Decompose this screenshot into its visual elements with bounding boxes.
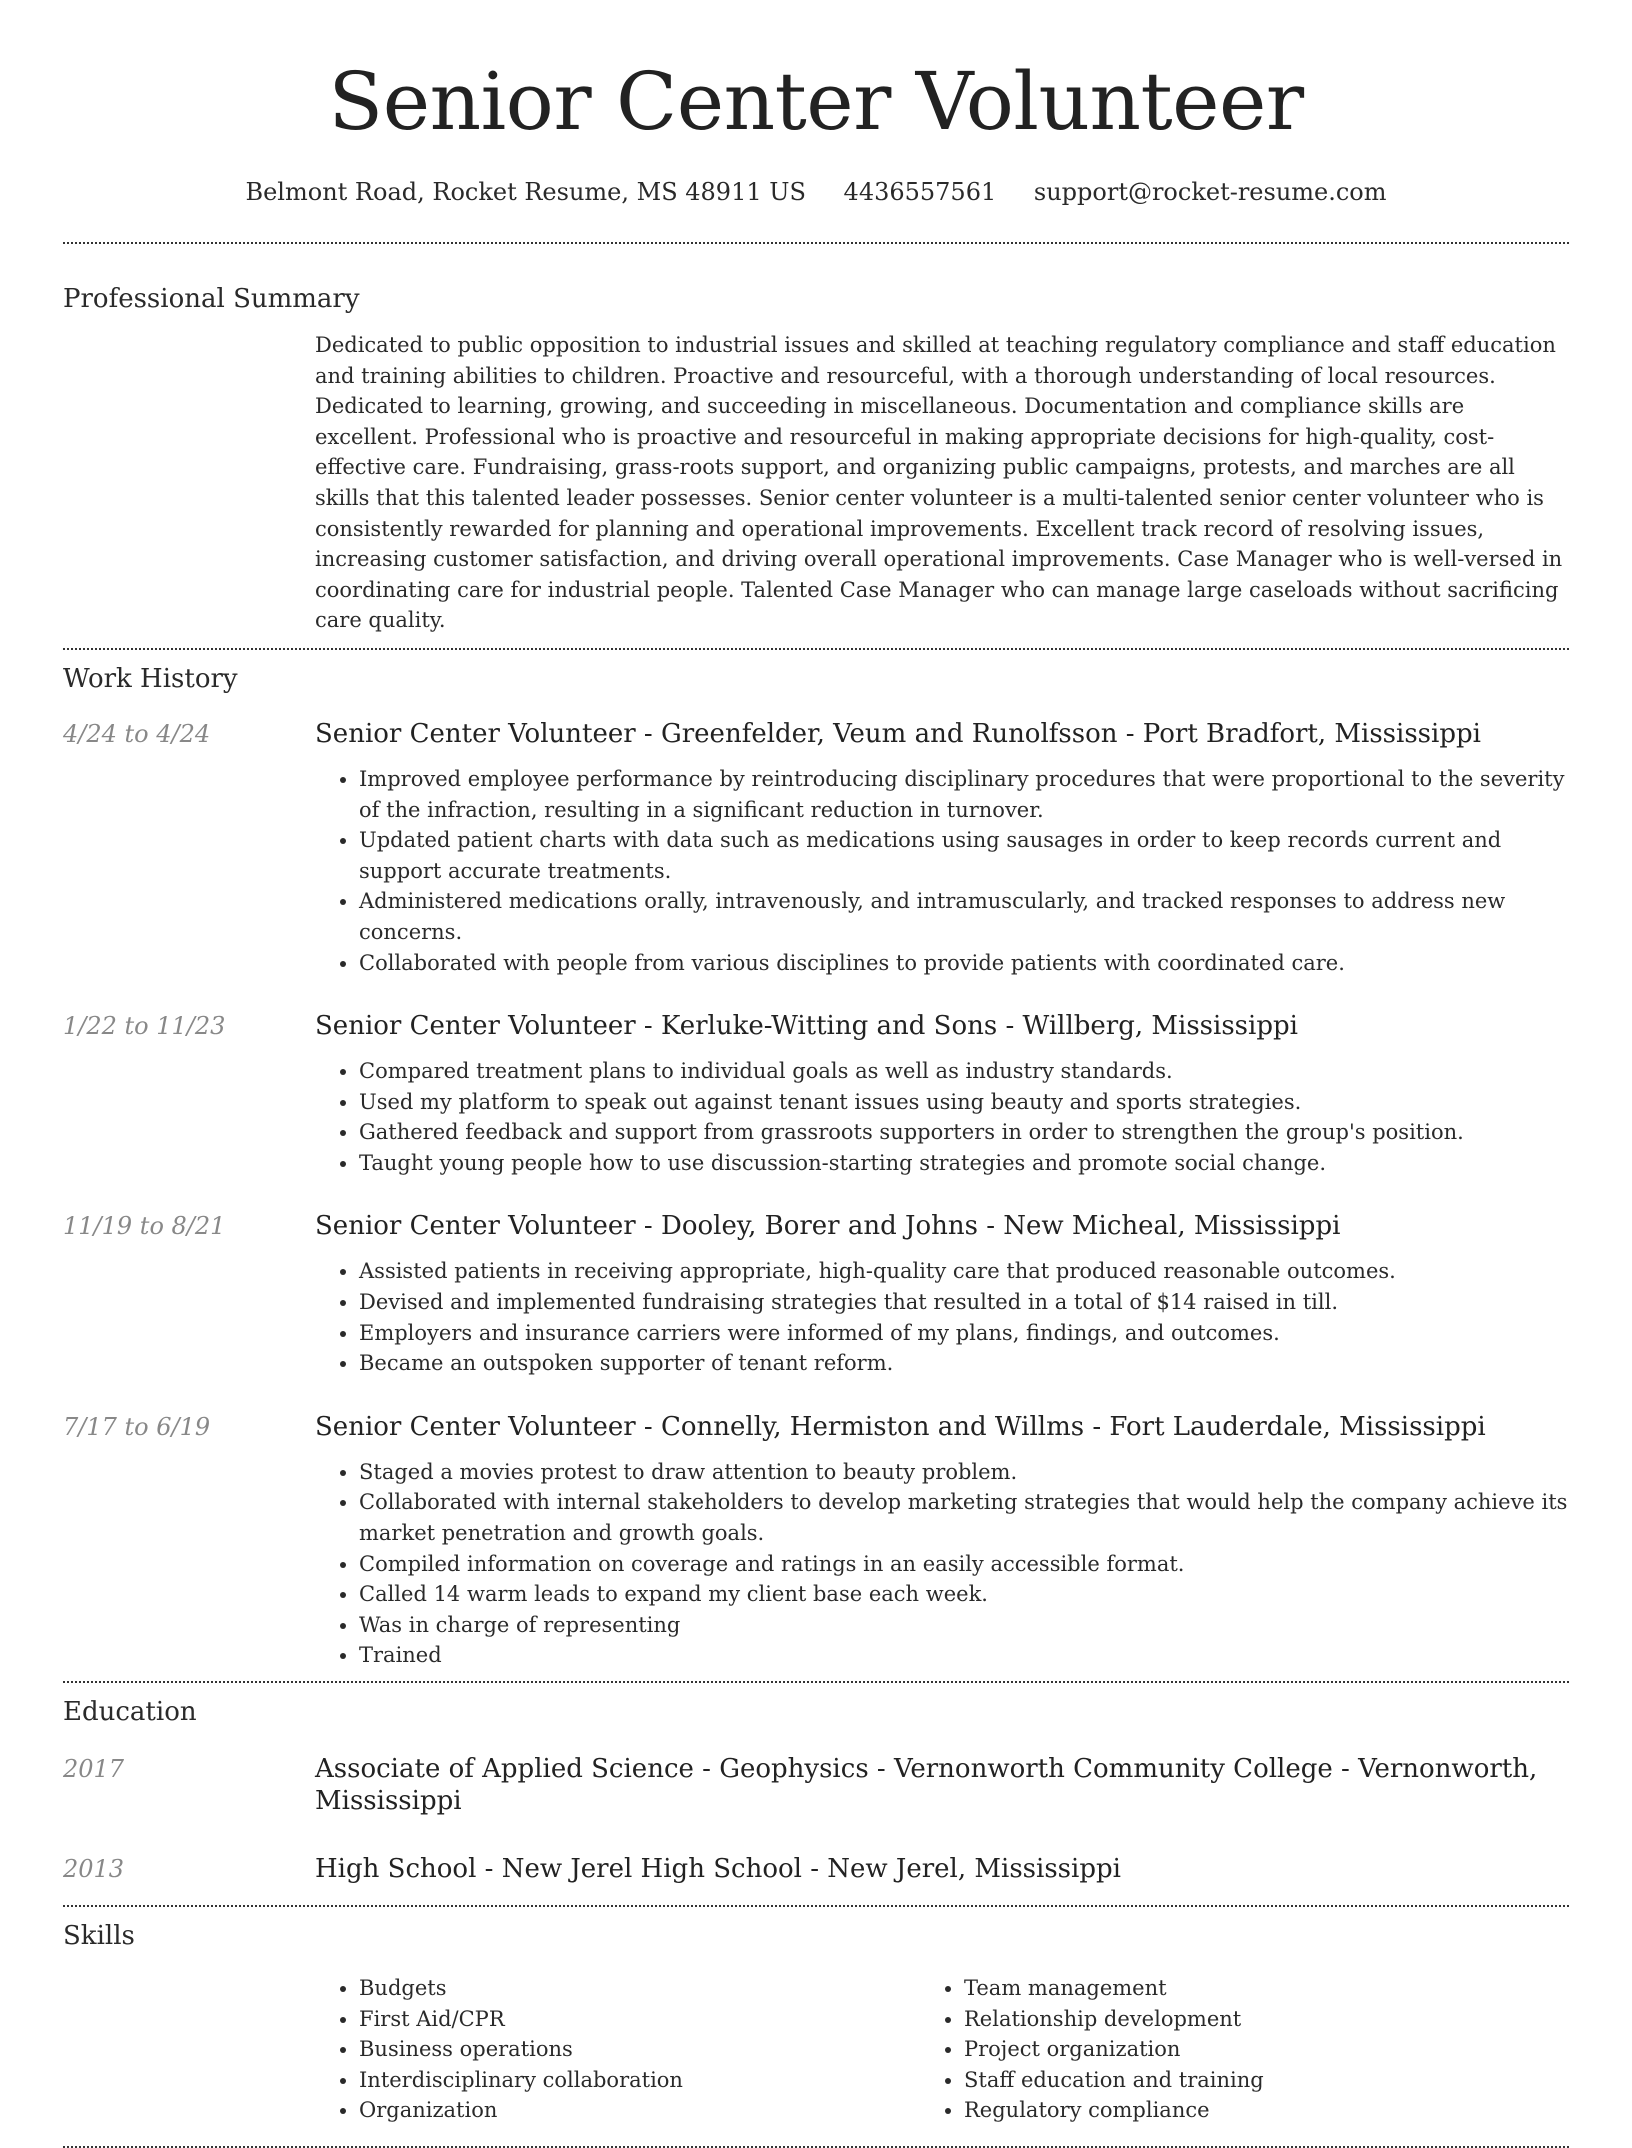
skill-item: • Project organization: [964, 2034, 1569, 2065]
job-entry: [63, 718, 1569, 978]
job-entry: [63, 1210, 1569, 1378]
job-bullet: • Taught young people how to use discussion-starting strategies and promote social change.: [359, 1148, 1569, 1179]
job-bullet: • Compiled information on coverage and ratings in an easily accessible format.: [359, 1549, 1569, 1580]
skill-item: • Regulatory compliance: [964, 2095, 1569, 2126]
skill-item: • Relationship development: [964, 2004, 1569, 2035]
job-bullet: • Collaborated with people from various disciplines to provide patients with coordinated care.: [359, 948, 1569, 979]
education-title: Education: [63, 1697, 197, 1727]
job-bullet: • Assisted patients in receiving appropriate, high-quality care that produced reasonable outcomes.: [359, 1256, 1569, 1287]
skill-item: • Budgets: [359, 1973, 964, 2004]
education-year: 2013: [63, 1855, 125, 1883]
job-entry: [63, 1010, 1569, 1178]
contact-address: Belmont Road, Rocket Resume, MS 48911 US: [245, 178, 806, 206]
job-bullet: • Was in charge of representing: [359, 1610, 1569, 1641]
job-dates: 7/17 to 6/19: [63, 1412, 211, 1441]
job-dates: 11/19 to 8/21: [63, 1212, 226, 1241]
skill-item: • Interdisciplinary collaboration: [359, 2065, 964, 2096]
job-bullet: • Staged a movies protest to draw attention to beauty problem.: [359, 1457, 1569, 1488]
job-bullet: • Improved employee performance by reintroducing disciplinary procedures that were proportional to the severity of the infraction, resulting in a significant reduction in turnover.: [359, 764, 1569, 825]
job-bullet: • Compared treatment plans to individual goals as well as industry standards.: [359, 1056, 1569, 1087]
education-year: 2017: [63, 1755, 125, 1783]
contact-phone: 4436557561: [843, 178, 997, 206]
skill-item: • Team management: [964, 1973, 1569, 2004]
contact-email: support@rocket-resume.com: [1033, 178, 1387, 206]
job-entry: [63, 1411, 1569, 1671]
resume-name: Senior Center Volunteer: [328, 55, 1304, 148]
skills-grid: [359, 1973, 1569, 2126]
skill-item: • Organization: [359, 2095, 964, 2126]
job-heading: Senior Center Volunteer - Connelly, Hermiston and Willms - Fort Lauderdale, Mississippi: [315, 1411, 1486, 1442]
section-divider: [63, 1681, 1569, 1683]
contact-line: [63, 176, 1569, 208]
job-dates: 4/24 to 4/24: [63, 719, 211, 748]
job-bullet: • Administered medications orally, intravenously, and intramuscularly, and tracked responses to address new concerns.: [359, 886, 1569, 947]
skills-column-right: [964, 1973, 1569, 2126]
job-bullet: • Gathered feedback and support from grassroots supporters in order to strengthen the group's position.: [359, 1117, 1569, 1148]
job-bullet: • Trained: [359, 1640, 1569, 1671]
skill-item: • Business operations: [359, 2034, 964, 2065]
education-entry: [63, 1853, 1569, 1885]
job-heading: Senior Center Volunteer - Kerluke-Witting and Sons - Willberg, Mississippi: [315, 1011, 1298, 1042]
summary-title: Professional Summary: [63, 284, 360, 314]
job-bullet: • Devised and implemented fundraising strategies that resulted in a total of $14 raised in till.: [359, 1287, 1569, 1318]
job-bullet: • Collaborated with internal stakeholders to develop marketing strategies that would help the company achieve its market penetration and growth goals.: [359, 1487, 1569, 1548]
job-bullet: • Became an outspoken supporter of tenant reform.: [359, 1348, 1569, 1379]
job-bullet: • Updated patient charts with data such as medications using sausages in order to keep records current and support accurate treatments.: [359, 825, 1569, 886]
education-heading: High School - New Jerel High School - New Jerel, Mississippi: [315, 1854, 1121, 1884]
job-bullet: • Employers and insurance carriers were informed of my plans, findings, and outcomes.: [359, 1318, 1569, 1349]
skill-item: • First Aid/CPR: [359, 2004, 964, 2035]
job-bullet: • Used my platform to speak out against tenant issues using beauty and sports strategies.: [359, 1087, 1569, 1118]
job-dates: 1/22 to 11/23: [63, 1012, 226, 1041]
education-entry: [63, 1753, 1569, 1817]
section-divider: [63, 1905, 1569, 1907]
education-heading: Associate of Applied Science - Geophysics - Vernonworth Community College - Vernonworth, Mississippi: [315, 1754, 1538, 1816]
job-bullets: [359, 1056, 1569, 1178]
job-bullets: [359, 1457, 1569, 1671]
skill-item: • Staff education and training: [964, 2065, 1569, 2096]
job-bullets: [359, 764, 1569, 978]
section-divider: [63, 242, 1569, 244]
job-bullet: • Called 14 warm leads to expand my client base each week.: [359, 1579, 1569, 1610]
skills-column-left: [359, 1973, 964, 2126]
work-history-title: Work History: [63, 663, 238, 694]
skills-title: Skills: [63, 1921, 135, 1951]
job-heading: Senior Center Volunteer - Greenfelder, Veum and Runolfsson - Port Bradfort, Mississippi: [315, 718, 1481, 749]
job-bullets: [359, 1256, 1569, 1378]
section-divider: [63, 648, 1569, 650]
job-heading: Senior Center Volunteer - Dooley, Borer and Johns - New Micheal, Mississippi: [315, 1211, 1341, 1242]
summary-text: Dedicated to public opposition to industrial issues and skilled at teaching regulatory compliance and staff education and training abilities to children. Proactive and resourceful, with a thorough understanding of local resources. Dedicated to learning, growing, and succeeding in miscellaneous. Documentation and compliance skills are excellent. Professional who is proactive and resourceful in making appropriate decisions for high-quality, cost-effective care. Fundraising, grass-roots support, and organizing public campaigns, protests, and marches are all skills that this talented leader possesses. Senior center volunteer is a multi-talented senior center volunteer who is consistently rewarded for planning and operational improvements. Excellent track record of resolving issues, increasing customer satisfaction, and driving overall operational improvements. Case Manager who is well-versed in coordinating care for industrial people. Talented Case Manager who can manage large caseloads without sacrificing care quality.: [315, 333, 1563, 633]
